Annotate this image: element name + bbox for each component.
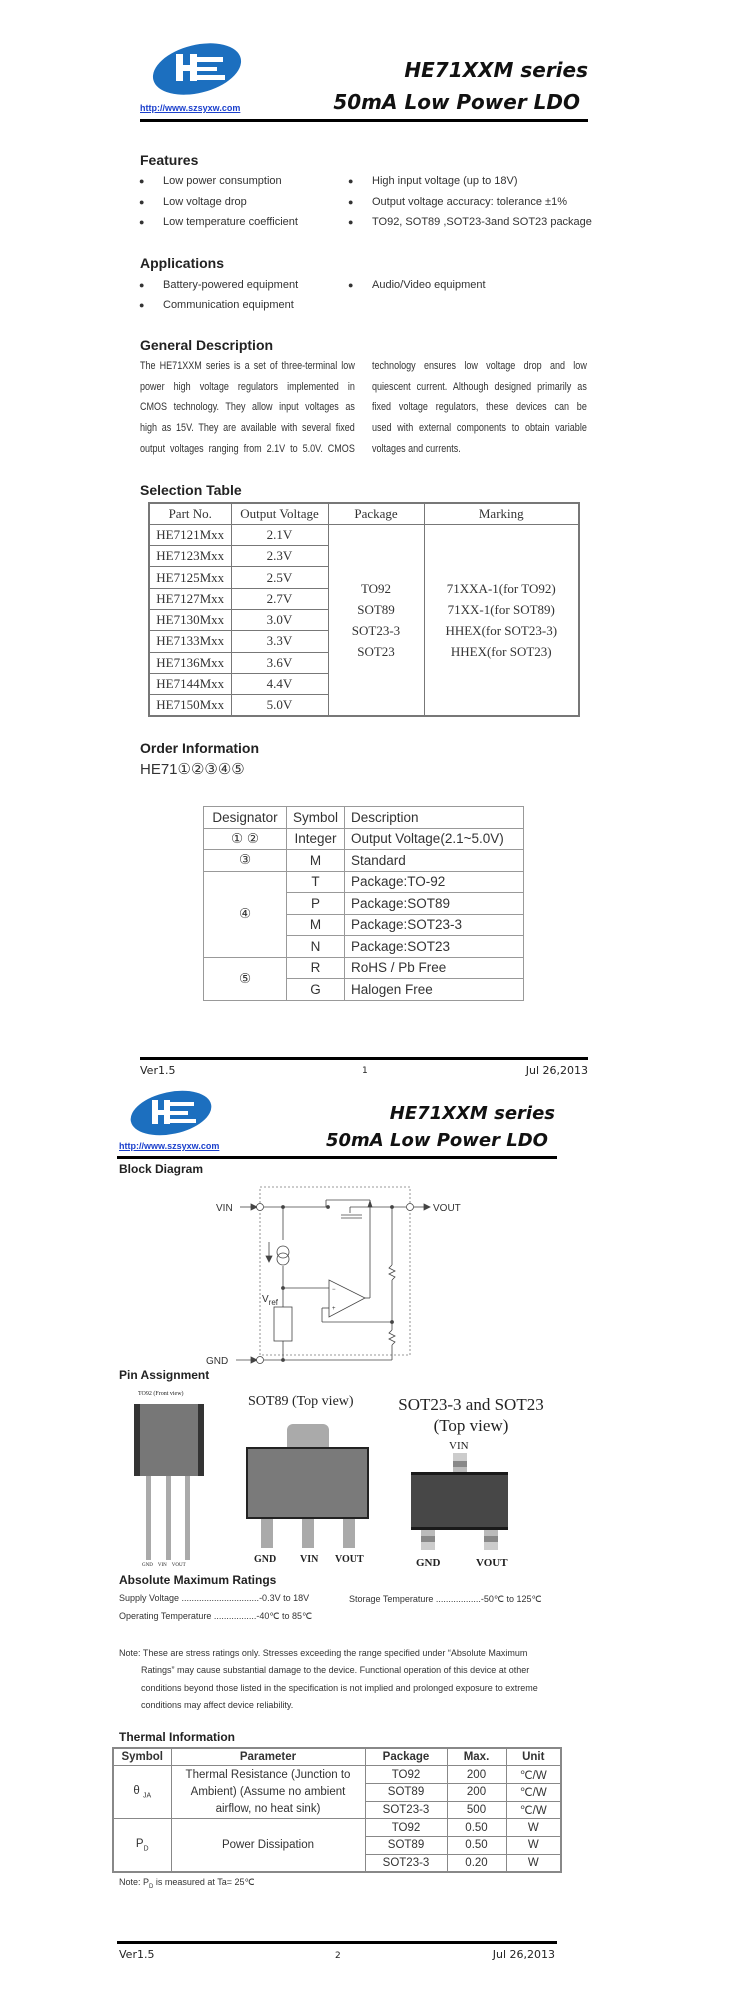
sot89-pin-vout: VOUT	[335, 1554, 364, 1565]
series-title: HE71XXM series	[404, 58, 588, 82]
vref-label: $V_{ref}$	[262, 1294, 279, 1307]
to92-title: TO92 (Front view)	[138, 1391, 184, 1397]
ratings-heading: Absolute Maximum Ratings	[119, 1573, 277, 1587]
company-logo	[128, 1089, 216, 1139]
sot23-pin-vout: VOUT	[476, 1557, 508, 1569]
description-col1: The HE71XXM series is a set of three-terminal low power high voltage regulators implemented in CMOS technology. They allow input voltages as high as 15V. They are available with several fixed output voltages ranging from 2.1V to 5.0V. CMOS	[140, 360, 355, 455]
order-table: Designator Symbol Description ① ② Integer Output Voltage(2.1~5.0V) ③ M Standard ④ T Package:TO-92 P Package:SOT89 M Package:SOT23-3 N Package:SOT23 ⑤ R RoHS / Pb Free G Halogen Free	[203, 806, 524, 1001]
table-row: ④ T Package:TO-92	[204, 871, 524, 893]
page-number: 2	[335, 1951, 341, 1961]
applications-heading: Applications	[140, 255, 225, 271]
table-row: SOT23-3 500 ℃/W	[113, 1801, 561, 1819]
product-subtitle: 50mA Low Power LDO	[333, 90, 580, 114]
sot23-lead	[484, 1530, 498, 1550]
footer-version: Ver1.5	[119, 1948, 155, 1961]
website-link[interactable]: http://www.szsyxw.com	[140, 103, 241, 113]
features-heading: Features	[140, 152, 199, 168]
sot89-tab	[287, 1424, 329, 1448]
order-code: HE71①②③④⑤	[140, 761, 245, 778]
sot89-title: SOT89 (Top view)	[248, 1394, 354, 1409]
gnd-label: GND	[206, 1356, 229, 1366]
footer-date: Jul 26,2013	[492, 1948, 555, 1961]
table-row: θ $_{JA}$ Thermal Resistance (Junction to Ambient) (Assume no ambient airflow, no heat sink) TO92 200 ℃/W	[113, 1766, 561, 1784]
feature-item: ● High input voltage (up to 18V)	[372, 175, 518, 187]
to92-package	[134, 1404, 204, 1476]
table-row: HE7127Mxx 2.7V	[149, 588, 579, 609]
to92-lead	[166, 1476, 171, 1560]
table-row: SOT89 0.50 W	[113, 1836, 561, 1854]
block-diagram-heading: Block Diagram	[119, 1162, 204, 1176]
sot23-package	[411, 1472, 508, 1530]
description-col2: technology ensures low voltage drop and low quiescent current. Although designed primarily as fixed voltage regulators, these devices can be used with external components to obtain variable voltages and currents.	[372, 360, 587, 455]
footer-rule	[117, 1941, 557, 1944]
sot89-pin-gnd: GND	[254, 1554, 277, 1565]
sot23-lead	[453, 1453, 467, 1473]
sot23-pin-vin: VIN	[449, 1440, 469, 1452]
description-heading: General Description	[140, 337, 274, 353]
footer-version: Ver1.5	[140, 1064, 176, 1077]
block-diagram	[205, 1180, 475, 1366]
table-row: HE7121Mxx 2.1V TO92 SOT89 SOT23-3 SOT23 71XXA-1(for TO92) 71XX-1(for SOT89) HHEX(for SOT23-3) HHEX(for SOT23)	[149, 524, 579, 545]
sot23-title: SOT23-3 and SOT23 (Top view)	[398, 1395, 544, 1435]
sot89-lead	[343, 1519, 355, 1548]
table-row: ⑤ R RoHS / Pb Free	[204, 957, 524, 979]
header-rule	[140, 119, 588, 122]
selection-table: Part No. Output Voltage Package Marking HE7121Mxx 2.1V TO92 SOT89 SOT23-3 SOT23 71XXA-1(for TO92) 71XX-1(for SOT89) HHEX(for SOT23-3) HHEX(for SOT23) HE7123Mxx 2.3V HE7125Mxx 2.5V HE7127Mxx 2.7V HE7130Mxx 3.0V HE7133Mxx 3.3V HE7136Mxx 3.6V HE7144Mxx 4.4V HE7150Mxx 5.0V	[148, 502, 580, 717]
application-item: ● Battery-powered equipment	[163, 279, 298, 291]
sot89-package	[246, 1447, 369, 1519]
application-item: ● Audio/Video equipment	[372, 279, 486, 291]
company-logo	[150, 40, 245, 100]
selection-heading: Selection Table	[140, 482, 242, 498]
ratings-note: Note: These are stress ratings only. Stresses exceeding the range specified under “Absolute Maximum Ratings” may cause substantial damage to the device. Functional operation of this device at other conditions beyond those listed in the specification is not implied and prolonged exposure to extreme conditions may affect device reliability.	[119, 1648, 538, 1710]
feature-item: ● TO92, SOT89 ,SOT23-3and SOT23 package	[372, 216, 592, 228]
website-link[interactable]: http://www.szsyxw.com	[119, 1141, 220, 1151]
table-row: HE7150Mxx 5.0V	[149, 695, 579, 716]
rating-storage: Storage Temperature ..................-50℃ to 125℃	[349, 1594, 542, 1604]
sot23-lead	[421, 1530, 435, 1550]
svg-text:+: +	[332, 1306, 336, 1312]
feature-item: ● Low voltage drop	[163, 196, 247, 208]
application-item: ● Communication equipment	[163, 299, 294, 311]
table-row: HE7136Mxx 3.6V	[149, 652, 579, 673]
svg-text:−: −	[332, 1287, 336, 1293]
table-row: M Package:SOT23-3	[204, 914, 524, 936]
table-row: ① ② Integer Output Voltage(2.1~5.0V)	[204, 828, 524, 850]
page-number: 1	[362, 1066, 368, 1076]
rating-operating: Operating Temperature .................-40℃ to 85℃	[119, 1611, 313, 1621]
to92-lead	[185, 1476, 190, 1560]
footer-rule	[140, 1057, 588, 1060]
footer-date: Jul 26,2013	[525, 1064, 588, 1077]
feature-item: ● Output voltage accuracy: tolerance ±1%	[372, 196, 567, 208]
series-title: HE71XXM series	[389, 1103, 555, 1124]
sot89-lead	[302, 1519, 314, 1548]
to92-lead	[146, 1476, 151, 1560]
rating-supply: Supply Voltage ...............................-0.3V to 18V	[119, 1593, 310, 1603]
sot23-pin-gnd: GND	[416, 1557, 441, 1569]
table-row: HE7130Mxx 3.0V	[149, 609, 579, 630]
sot89-lead	[261, 1519, 273, 1548]
feature-item: ● Low power consumption	[163, 175, 282, 187]
vout-label: VOUT	[433, 1203, 461, 1214]
header-rule	[117, 1156, 557, 1159]
order-heading: Order Information	[140, 740, 260, 756]
thermal-table: Symbol Parameter Package Max. Unit θ $_{JA}$ Thermal Resistance (Junction to Ambient) (Assume no ambient airflow, no heat sink) TO92 200 ℃/W SOT89 200 ℃/W SOT23-3 500 ℃/W $P_D$ Power Dissipation TO92 0.50 W SOT89 0.50 W SOT23-3 0.20 W	[112, 1747, 562, 1873]
table-row: $P_D$ Power Dissipation TO92 0.50 W	[113, 1819, 561, 1837]
pin-assignment-heading: Pin Assignment	[119, 1368, 210, 1382]
table-row: HE7123Mxx 2.3V	[149, 546, 579, 567]
table-row: HE7144Mxx 4.4V	[149, 673, 579, 694]
table-row: G Halogen Free	[204, 979, 524, 1001]
thermal-note: Note: $P_D$ is measured at Ta= 25℃	[119, 1877, 255, 1890]
table-row: HE7125Mxx 2.5V	[149, 567, 579, 588]
table-row: N Package:SOT23	[204, 936, 524, 958]
table-row: SOT89 200 ℃/W	[113, 1783, 561, 1801]
product-subtitle: 50mA Low Power LDO	[326, 1130, 548, 1151]
table-row: SOT23-3 0.20 W	[113, 1854, 561, 1872]
table-row: P Package:SOT89	[204, 893, 524, 915]
table-row: HE7133Mxx 3.3V	[149, 631, 579, 652]
vin-label: VIN	[216, 1203, 233, 1214]
table-row: ③ M Standard	[204, 850, 524, 872]
thermal-heading: Thermal Information	[119, 1730, 236, 1744]
sot89-pin-vin: VIN	[300, 1554, 319, 1565]
to92-pins: GND VIN VOUT	[142, 1563, 186, 1568]
feature-item: ● Low temperature coefficient	[163, 216, 298, 228]
